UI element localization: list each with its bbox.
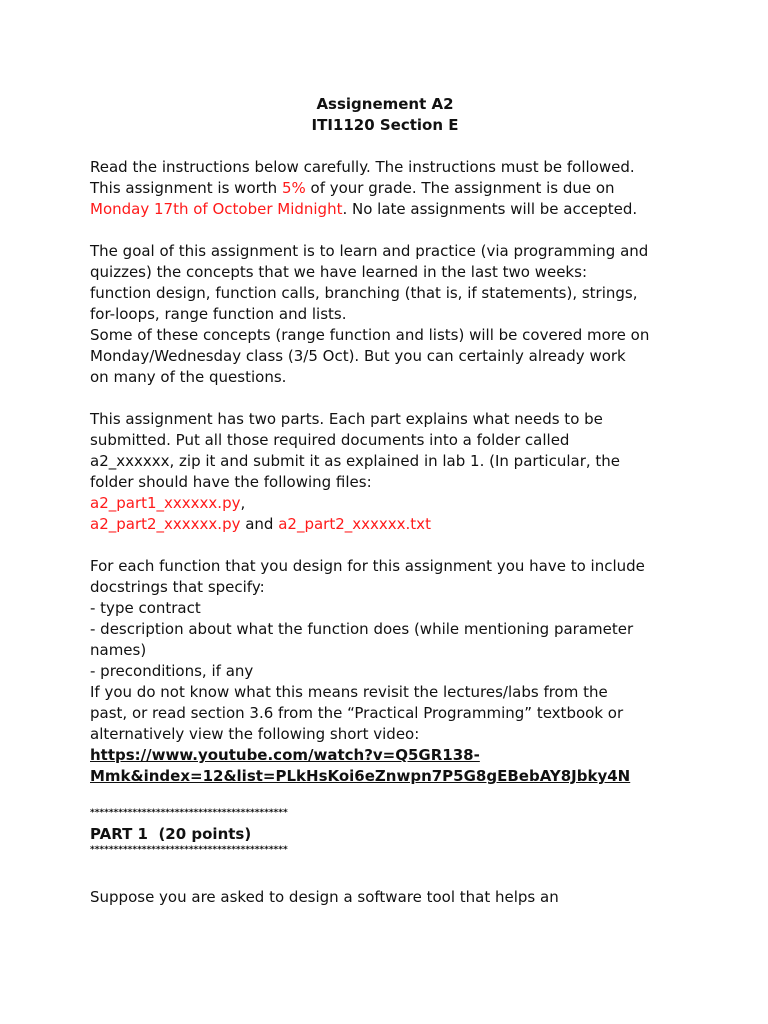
- intro-line: Read the instructions below carefully. The instructions must be followed.: [90, 158, 635, 176]
- goal-line: function design, function calls, branching (that is, if statements), strings,: [90, 284, 638, 302]
- parts-paragraph: [90, 409, 768, 535]
- separator-stars: ******************************************: [90, 808, 288, 818]
- part1-heading: PART 1 (20 points): [90, 825, 252, 843]
- parts-line: submitted. Put all those required documents into a folder called: [90, 431, 570, 449]
- file-name: a2_part2_xxxxxx.py: [90, 515, 241, 533]
- grade-weight: 5%: [281, 179, 306, 197]
- goal-line: The goal of this assignment is to learn and practice (via programming and: [90, 242, 649, 260]
- video-link[interactable]: Mmk&index=12&list=PLkHsKoi6eZnwpn7P5G8gEBebAY8Jbky4N: [90, 767, 631, 785]
- text-run: and: [240, 515, 279, 533]
- doc-line: - preconditions, if any: [90, 662, 254, 680]
- video-link[interactable]: https://www.youtube.com/watch?v=Q5GR138-: [90, 746, 480, 764]
- docstrings-paragraph: [90, 556, 768, 787]
- doc-line: alternatively view the following short video:: [90, 725, 420, 743]
- file-name: a2_part2_xxxxxx.txt: [278, 515, 431, 533]
- doc-line: - type contract: [90, 599, 201, 617]
- file-name: a2_part1_xxxxxx.py: [90, 494, 241, 512]
- doc-line: names): [90, 641, 147, 659]
- doc-line: For each function that you design for this assignment you have to include: [90, 557, 645, 575]
- goal-line: quizzes) the concepts that we have learned in the last two weeks:: [90, 263, 587, 281]
- doc-line: If you do not know what this means revisit the lectures/labs from the: [90, 683, 608, 701]
- intro-line: [90, 199, 768, 220]
- parts-line: This assignment has two parts. Each part explains what needs to be: [90, 410, 603, 428]
- intro-line: [90, 178, 768, 199]
- doc-subtitle: ITI1120 Section E: [311, 116, 459, 134]
- part1-intro-line: Suppose you are asked to design a software tool that helps an: [90, 888, 559, 906]
- text-run: This assignment is worth: [90, 179, 282, 197]
- goal-line: on many of the questions.: [90, 368, 287, 386]
- text-run: ,: [240, 494, 246, 512]
- parts-line: folder should have the following files:: [90, 473, 372, 491]
- goal-line: Monday/Wednesday class (3/5 Oct). But you can certainly already work: [90, 347, 626, 365]
- goal-line: for-loops, range function and lists.: [90, 305, 347, 323]
- doc-line: docstrings that specify:: [90, 578, 265, 596]
- doc-line: past, or read section 3.6 from the “Practical Programming” textbook or: [90, 704, 624, 722]
- intro-paragraph: [90, 157, 768, 220]
- goal-line: Some of these concepts (range function and lists) will be covered more on: [90, 326, 650, 344]
- text-run: . No late assignments will be accepted.: [342, 200, 638, 218]
- doc-line: - description about what the function does (while mentioning parameter: [90, 620, 634, 638]
- separator-stars: ******************************************: [90, 845, 288, 855]
- text-run: of your grade. The assignment is due on: [305, 179, 615, 197]
- file-line: [90, 514, 768, 535]
- goal-paragraph: [90, 241, 768, 388]
- parts-line: a2_xxxxxx, zip it and submit it as explained in lab 1. (In particular, the: [90, 452, 621, 470]
- doc-title: Assignement A2: [316, 95, 454, 113]
- due-date: Monday 17th of October Midnight: [90, 200, 343, 218]
- file-line: [90, 493, 768, 514]
